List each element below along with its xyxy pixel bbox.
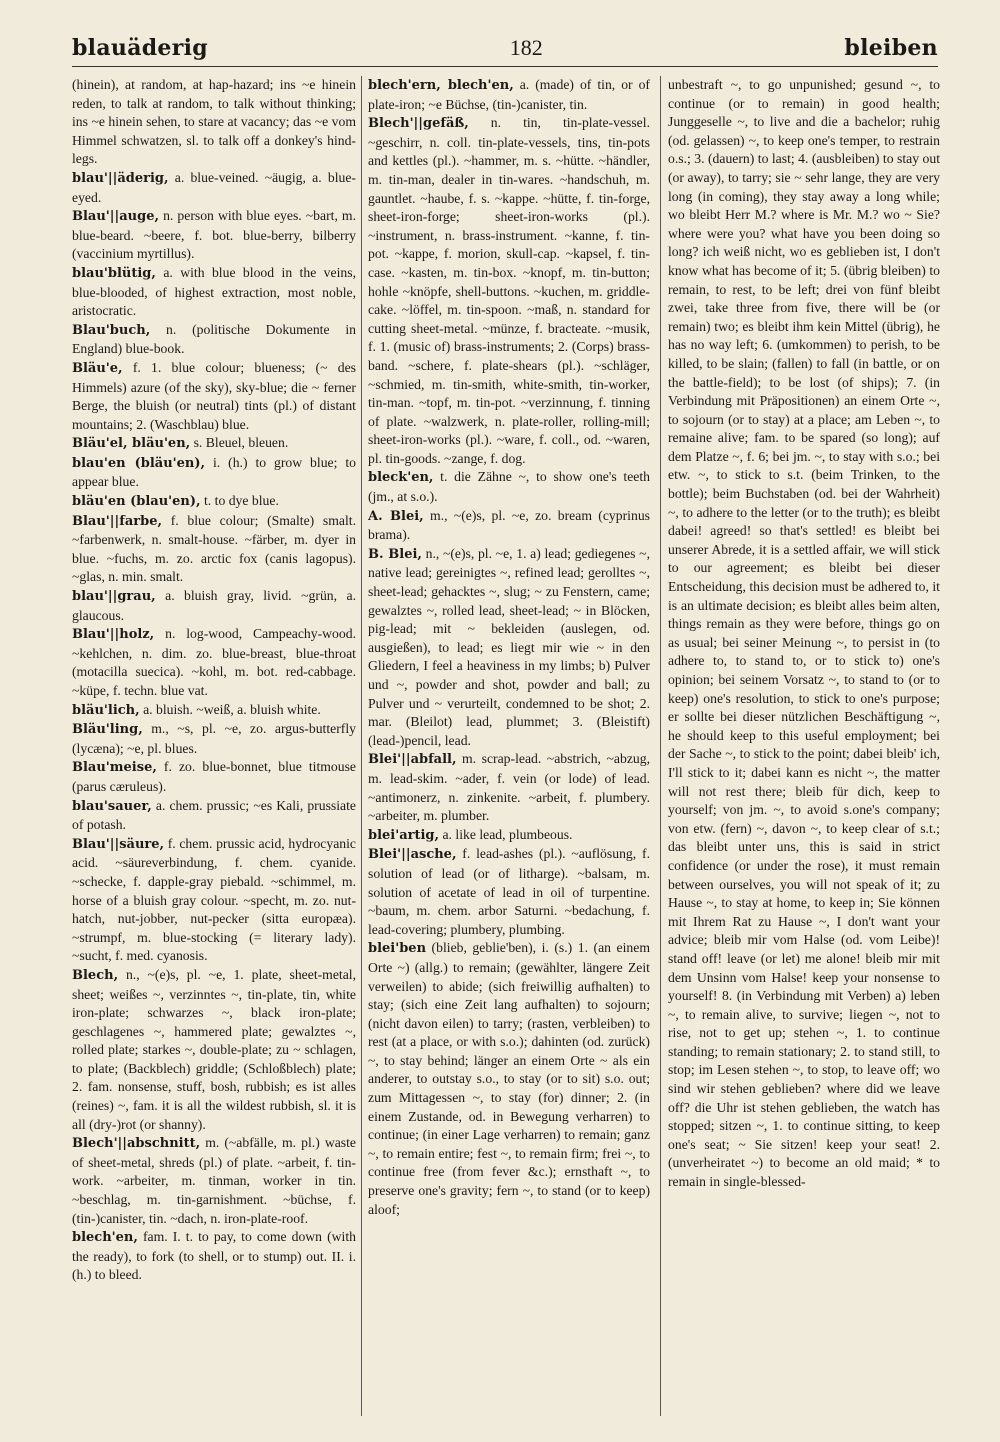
entry-text: i. (h.) to grow blue; to appear blue. — [72, 454, 356, 490]
entry-headword: B. Blei, — [368, 546, 422, 562]
entry-text: m., ~s, pl. ~e, zo. argus-butterfly (lycæna); ~e, pl. blues. — [72, 721, 356, 756]
entry-text: f. zo. blue-bonnet, blue titmouse (parus cæruleus). — [72, 759, 356, 794]
dictionary-entry — [72, 76, 356, 169]
column-left — [72, 76, 356, 1416]
running-header — [72, 28, 938, 68]
entry-headword: Blech, — [72, 967, 119, 983]
entry-text: f. blue colour; (Smalte) smalt. ~farbenwerk, n. smalt-house. ~färber, m. dyer in blue. ~fuchs, m. zo. arctic fox (canis lagopus). ~glas, n. min. smalt. — [72, 512, 356, 585]
entry-headword: Blau'||holz, — [72, 627, 155, 643]
dictionary-entry — [72, 701, 356, 721]
dictionary-entry — [72, 264, 356, 321]
entry-text: f. lead-ashes (pl.). ~auflösung, f. solution of lead (or of litharge). ~balsam, m. solution of acetate of lead in oil of turpentine. ~baum, m. chem. arbor Saturni. ~bedachung, f. lead-covering; plumbery, plumbing. — [368, 846, 650, 937]
entry-text: a. like lead, plumbeous. — [439, 826, 573, 842]
entry-headword: bleck'en, — [368, 470, 434, 486]
dictionary-entry — [72, 720, 356, 758]
entry-headword: Blech'||abschnitt, — [72, 1136, 201, 1152]
entry-headword: Bläu'ling, — [72, 722, 143, 738]
dictionary-entry — [72, 321, 356, 359]
dictionary-entry — [368, 939, 650, 1219]
entry-headword: Blau'||säure, — [72, 836, 165, 852]
entry-headword: blau'sauer, — [72, 798, 152, 814]
entry-text: f. chem. prussic acid, hydrocyanic acid. ~säureverbindung, f. chem. cyanide. ~schecke, f. dapple-gray piebald. ~schimmel, m. horse of a bluish gray colour. ~specht, m. zo. nut-hatch, nut-jobber, nut-pecker (sitta europæa). ~strumpf, m. blue-stocking (= literary lady). ~sucht, f. med. cyanosis. — [72, 835, 356, 964]
entry-headword: blau'||grau, — [72, 589, 156, 605]
entry-text: s. Bleuel, bleuen. — [190, 435, 289, 451]
entry-text: m. (~abfälle, m. pl.) waste of sheet-metal, shreds (pl.) of plate. ~arbeit, f. tin-work. ~arbeiter, m. tinman, worker in tin. ~beschlag, m. tin-garnishment. ~büchse, f. (tin-)canister, tin. ~dach, n. iron-plate-roof. — [72, 1135, 356, 1226]
right-running-headword: bleiben — [844, 35, 938, 61]
entry-text: n., ~(e)s, pl. ~e, 1. plate, sheet-metal, sheet; weißes ~, verzinntes ~, tin-plate, tin, white iron-plate; schwarzes ~, black iron-plate; geschlagenes ~, hammered plate; gewalztes ~, rolled plate; starkes ~, double-plate; zu ~ schlagen, to plate; (Backblech) griddle; (Schloßblech) plate; 2. fam. nonsense, stuff, bosh, rubbish; es ist alles (reines) ~, fam. it is all the wildest rubbish, sl. it is all (dry-)rot (or shanny). — [72, 966, 356, 1132]
dictionary-entry — [72, 492, 356, 512]
entry-text: a. bluish. ~weiß, a. bluish white. — [139, 701, 321, 717]
dictionary-entry — [72, 625, 356, 700]
entry-text: n. person with blue eyes. ~bart, m. blue-beard. ~beere, f. bot. blue-berry, bilberry (vaccinium myrtillus). — [72, 208, 356, 262]
entry-text: fam. I. t. to pay, to come down (with the ready), to fork (to shell, or to stump) out. II. i. (h.) to bleed. — [72, 1229, 356, 1283]
dictionary-entry — [668, 76, 940, 1192]
entry-text: f. 1. blue colour; blueness; (~ des Himmels) azure (of the sky), sky-blue; die ~ ferner Berge, the bluish (or neutral) tints (pl.) of distant mountains; 2. (Waschblau) blue. — [72, 359, 356, 432]
column-divider — [660, 76, 661, 1416]
dictionary-entry — [368, 750, 650, 825]
entry-text: m. scrap-lead. ~abstrich, ~abzug, m. lead-skim. ~ader, f. vein (or lode) of lead. ~antimonerz, n. zinkenite. ~arbeit, f. plumbery. ~arbeiter, m. plumber. — [368, 751, 650, 824]
entry-headword: Blei'||abfall, — [368, 752, 457, 768]
dictionary-entry — [368, 507, 650, 545]
dictionary-entry — [368, 468, 650, 506]
dictionary-entry — [368, 845, 650, 939]
entry-text: (hinein), at random, at hap-hazard; ins ~e hinein reden, to talk at random, to talk without thinking; ins ~e hinein sehen, to stare at vacancy; das ~e vom Himmel schwatzen, sl. to talk off a donkey's hind-legs. — [72, 77, 356, 167]
dictionary-entry — [72, 207, 356, 264]
entry-headword: blei'ben — [368, 941, 427, 957]
dictionary-entry — [72, 359, 356, 434]
entry-headword: Blau'||farbe, — [72, 513, 162, 529]
entry-text: a. bluish gray, livid. ~grün, a. glaucous. — [72, 588, 356, 623]
entry-text: a. with blue blood in the veins, blue-blooded, of highest extraction, most noble, aristocratic. — [72, 264, 356, 319]
entry-text: n. log-wood, Campeachy-wood. ~kehlchen, n. dim. zo. blue-breast, blue-throat (motacilla suecica). ~kohl, m. bot. red-cabbage. ~küpe, f. techn. blue vat. — [72, 626, 356, 698]
column-middle — [368, 76, 650, 1416]
header-rule — [72, 66, 938, 67]
dictionary-entry — [72, 512, 356, 587]
dictionary-entry — [72, 966, 356, 1134]
dictionary-entry — [72, 1228, 356, 1285]
entry-headword: blech'en, — [72, 1230, 138, 1246]
entry-text: n., ~(e)s, pl. ~e, 1. a) lead; gediegenes ~, native lead; gereinigtes ~, refined lead; gerolltes ~, sheet-lead; gehacktes ~, slug; ~ zu Fenstern, came; gewalztes ~, rolled lead, sheet-lead; ~ in Blöcken, pig-lead; mit ~ bekleiden (auslegen, od. ausgießen), to lead; es liegt mir wie ~ in den Gliedern, I feel a heaviness in my limbs; b) Pulver und ~, powder and shot, powder and ball; zu Pulver und ~ verurteilt, condemned to be shot; 2. mar. (Bleilot) lead, plummet; 3. (Bleistift) (lead-)pencil, lead. — [368, 545, 650, 748]
dictionary-entry — [368, 826, 650, 846]
entry-text: unbestraft ~, to go unpunished; gesund ~, to continue (or to remain) in good health; Junggeselle ~, to live and die a bachelor; ruhig (od. gelassen) ~, to keep one's temper, to restrain o.s.; 3. (dauern) to last; 4. (ausbleiben) to stay out (or away), to tarry; sie ~ sehr lange, they are very long (in coming), they stay away a long while; wo bleibt Herr M.? where is Mr. M.? wo ~ Sie? where were you? what have you been doing so long? ich weiß nicht, wo es geblieben ist, I don't know what has become of it; 5. (übrig bleiben) to remain, to rest, to be left; drei von fünf bleibt zwei, take three from five, there will be (or remain) two; es bleibt ihm kein Mittel (übrig), he has no way left; 6. (umkommen) to perish, to be killed, to be slain; (fallen) to fall (in battle, or on the battle-field); to be lost (of ships); 7. (in Verbindung mit Präpositionen) an einem Orte ~, to sojourn (or to stay) at a place; am Leben ~, to remaine alive; fam. to be spared (so long); auf dem Platze ~, f. 6; bei jm. ~, to stay with s.o.; bei etw. ~, to stick to s.t. (beim Trinken, to the bottle); beim Buchstaben (od. bei der Wahrheit) ~, to adhere to the letter (or to the truth); es bleibt dabei! agreed! so that's settled! es bleibt bei unserer Abrede, it is a settled affair, we will stick to our agreement; es bleibt bei dieser Entscheidung, this decision must be adhered to, it is an ultimate decision; es bleibt alles beim alten, things remain as they were before, things go on as usual; bei seiner Meinung ~, to persist in (to adhere to, to stand to, or to stick to) one's opinion; bei seinem Vorsatz ~, to stand to (or to keep) one's resolution, to stick to one's purpose; er sollte bei dieser nützlichen Beschäftigung ~, he should keep to this useful employment; bei der Sache ~, to stick to the point; dabei bleib' ich, I'll stick to it; dabei kann es nicht ~, the matter will not rest there; bleib für dich, keep to yourself; von jm. ~, to avoid s.one's company; von etw. (fern) ~, davon ~, to keep clear of s.t.; das bleibt unter uns, this is said in strict confidence (or under the rose), it must remain between ourselves, you will not speak of it; zu Hause ~, to stay at home, to keep in; Sie können mit Ihrem Rat zu Hause ~, I don't want your advice; bleib mir vom Halse (od. vom Leibe)! stand off! leave (or let) me alone! bleib mir mit dem Unsinn vom Halse! keep your nonsense to yourself! 8. (in Verbindung mit Verben) a) leben ~, to remain alive, to survive; liegen ~, not to rise, not to get up; stehen ~, 1. to continue standing; to remain stationary; 2. to stand still, to stop; im Lesen stehen ~, to stop, to leave off; wo sind wir stehen geblieben? where did we leave off? die Uhr ist stehen geblieben, the watch has stopped; sitzen ~, 1. to continue sitting, to keep one's seat; ~ Sie sitzen! keep your seat! 2. (unverheiratet ~) to become an old maid; * to remain in single-blessed- — [668, 77, 940, 1190]
dictionary-entry — [72, 587, 356, 625]
entry-text: a. chem. prussic; ~es Kali, prussiate of potash. — [72, 797, 356, 833]
entry-headword: A. Blei, — [368, 508, 424, 524]
entry-headword: Blau'meise, — [72, 760, 157, 776]
dictionary-entry — [368, 545, 650, 751]
entry-headword: bläu'lich, — [72, 702, 140, 718]
entry-text: a. (made) of tin, or of plate-iron; ~e Büchse, (tin-)canister, tin. — [368, 77, 650, 112]
left-running-headword: blauäderig — [72, 35, 208, 61]
entry-headword: Bläu'el, bläu'en, — [72, 436, 191, 452]
entry-headword: blei'artig, — [368, 827, 440, 843]
entry-text: (blieb, geblie'ben), i. (s.) 1. (an einem Orte ~) (allg.) to remain; (gewählter, längere Zeit verweilen) to abide; (sich freiwillig aufhalten) to stay; (sich eine Zeit lang aufhalten) to sojourn; (nicht davon eilen) to tarry; (rasten, verbleiben) to rest (at a place, or with s.o.); dahinten (od. zurück) ~, to stay behind; länger an einem Orte ~ als ein anderer, to outstay s.o., to stay (or to sit) s.o. out; zum Mittagessen ~, to stay (for) dinner; 2. (in einem Zustande, od. in Bewegung verharren) to continue; (in einer Lage verharren) to remain; ganz ~, to remain entire; fest ~, to remain firm; frei ~, to continue free (from fever &c.); ernsthaft ~, to preserve one's gravity; fern ~, to stand (or to keep) aloof; — [368, 940, 650, 1217]
entry-headword: blau'||äderig, — [72, 170, 169, 186]
entry-text: t. die Zähne ~, to show one's teeth (jm., at s.o.). — [368, 469, 650, 505]
dictionary-entry — [72, 434, 356, 454]
dictionary-entry — [368, 114, 650, 468]
column-divider — [361, 76, 362, 1416]
page-number: 182 — [509, 35, 543, 60]
entry-headword: Blech'||gefäß, — [368, 116, 469, 132]
entry-headword: blech'ern, blech'en, — [368, 78, 514, 93]
dictionary-entry — [72, 835, 356, 966]
entry-headword: blau'blütig, — [72, 265, 156, 281]
entry-headword: Bläu'e, — [72, 360, 123, 376]
dictionary-entry — [72, 454, 356, 492]
entry-text: a. blue-veined. ~äugig, a. blue-eyed. — [72, 169, 356, 205]
dictionary-entry — [72, 758, 356, 796]
dictionary-entry — [72, 797, 356, 835]
entry-headword: Blei'||asche, — [368, 847, 457, 863]
entry-text: m., ~(e)s, pl. ~e, zo. bream (cyprinus brama). — [368, 507, 650, 543]
entry-text: t. to dye blue. — [200, 493, 279, 509]
entry-text: n. tin, tin-plate-vessel. ~geschirr, n. coll. tin-plate-vessels, tins, tin-pots and kettles (pl.). ~hammer, m. s. ~hütte. ~händler, m. tin-man, dealer in tin-wares. ~handschuh, m. gauntlet. ~haube, f. s. ~kappe. ~hütte, f. tin-forge, sheet-iron-forge; sheet-iron-works (pl.). ~instrument, n. brass-instrument. ~kanne, f. tin-pot. ~kappe, f. morion, skull-cap. ~kapsel, f. tin-case. ~kasten, m. tin-box. ~knopf, m. tin-button; hohle ~knöpfe, shell-buttons. ~kuchen, m. griddle-cake. ~löffel, m. tin-spoon. ~maß, n. standard for cutting sheet-metal. ~münze, f. bracteate. ~musik, f. 1. (music of) brass-instruments; 2. (Corps) brass-band. ~schere, f. plate-shears (pl.). ~schläger, ~schmied, m. tin-smith, white-smith, tin-worker, tin-man. ~topf, m. tin-pot. ~verzinnung, f. tinning of plate. ~walzwerk, n. plate-roller, rolling-mill; sheet-iron-works (pl.). ~ware, f. coll., od. ~waren, pl. tin-goods. ~zange, f. dog. — [368, 115, 650, 466]
entry-headword: Blau'||auge, — [72, 209, 160, 225]
dictionary-entry — [72, 1134, 356, 1228]
column-right — [668, 76, 940, 1416]
dictionary-entry — [368, 76, 650, 114]
entry-headword: blau'en (bläu'en), — [72, 455, 206, 471]
dictionary-entry — [72, 169, 356, 207]
entry-headword: Blau'buch, — [72, 322, 151, 338]
entry-headword: bläu'en (blau'en), — [72, 494, 201, 510]
entry-text: n. (politische Dokumente in England) blue-book. — [72, 321, 356, 357]
